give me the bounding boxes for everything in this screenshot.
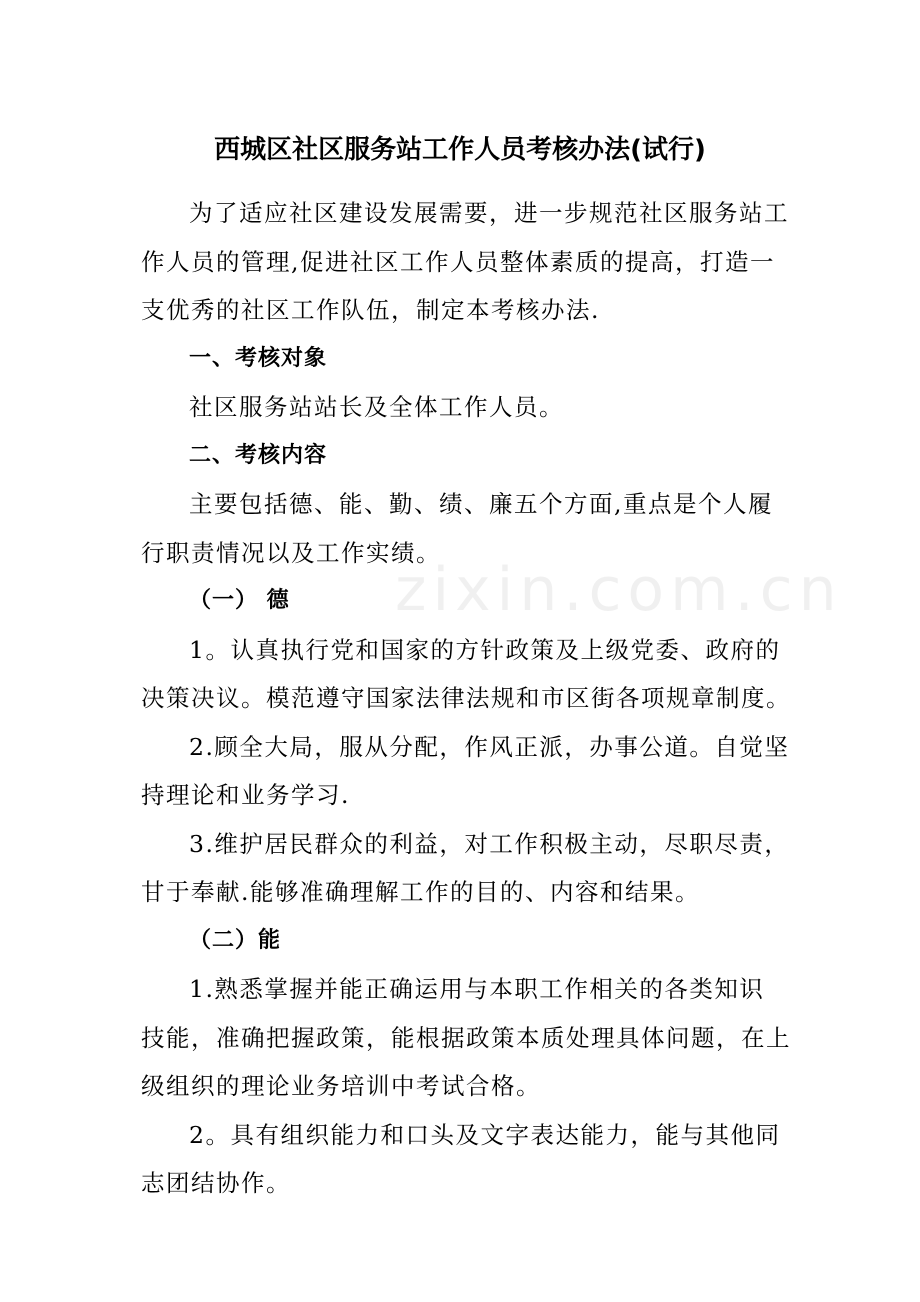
section-heading: 一、考核对象	[189, 345, 328, 371]
document-body	[141, 189, 791, 1208]
text-line: 2.顾全大局，服从分配，作风正派，办事公道。自觉坚	[189, 732, 790, 761]
subsection-heading: （二）能	[189, 927, 282, 953]
list-item	[141, 1111, 781, 1208]
text-line: 行职责情况以及工作实绩。	[141, 538, 441, 567]
list-item	[141, 965, 791, 1111]
intro-paragraph	[141, 189, 789, 335]
text-line: 甘于奉献.能够准确理解工作的目的、内容和结果。	[141, 878, 700, 906]
subsection-heading: （一） 德	[189, 588, 290, 613]
section-text	[141, 480, 781, 577]
text-line: 1.熟悉掌握并能正确运用与本职工作相关的各类知识	[189, 975, 765, 1003]
text-line: 决策决议。模范遵守国家法律法规和市区街各项规章制度。	[141, 684, 791, 712]
text-line: 志团结协作。	[141, 1169, 291, 1197]
list-item	[141, 626, 791, 723]
text-line: 为了适应社区建设发展需要，进一步规范社区服务站工	[189, 199, 789, 227]
text-line: 1。认真执行党和国家的方针政策及上级党委、政府的	[189, 635, 781, 664]
text-line: 社区服务站站长及全体工作人员。	[189, 393, 564, 421]
text-line: 2。具有组织能力和口头及文字表达能力，能与其他同	[189, 1120, 781, 1149]
section-heading: 二、考核内容	[189, 442, 328, 468]
text-line: 3.维护居民群众的利益，对工作积极主动，尽职尽责，	[189, 829, 790, 858]
text-line: 主要包括德、能、勤、绩、廉五个方面,重点是个人履	[189, 490, 773, 518]
section-text	[141, 383, 781, 432]
text-line: 持理论和业务学习.	[141, 781, 350, 809]
document-title: 西城区社区服务站工作人员考核办法(试行)	[214, 135, 706, 165]
text-line: 技能，准确把握政策，能根据政策本质处理具体问题，在上	[141, 1023, 791, 1052]
text-line: 支优秀的社区工作队伍，制定本考核办法.	[141, 296, 600, 324]
text-line: 级组织的理论业务培训中考试合格。	[141, 1072, 541, 1100]
watermark: zixin.com.cn	[395, 555, 843, 625]
text-line: 作人员的管理,促进社区工作人员整体素质的提高，打造一	[141, 247, 775, 276]
list-item	[141, 820, 790, 917]
list-item	[141, 723, 790, 820]
